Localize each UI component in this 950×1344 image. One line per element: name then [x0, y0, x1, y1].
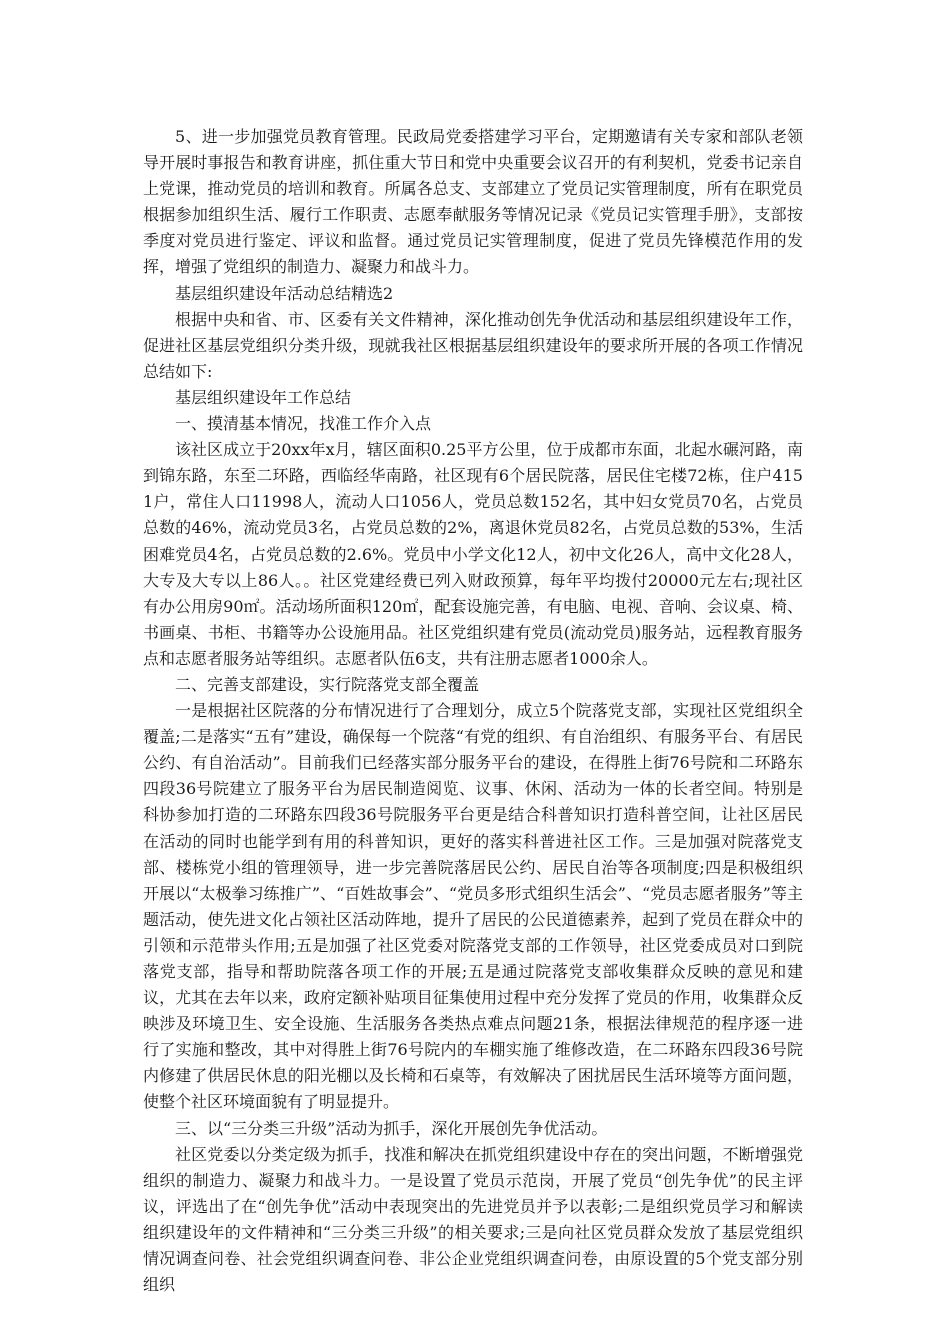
paragraph-item-5: 5、进一步加强党员教育管理。民政局党委搭建学习平台，定期邀请有关专家和部队老领导开展时事报告和教育讲座，抓住重大节日和党中央重要会议召开的有利契机，党委书记亲自上党课，推动党员的培训和教育。所属各总支、支部建立了党员记实管理制度，所有在职党员根据参加组织生活、履行工作职责、志愿奉献服务等情况记录《党员记实管理手册》，支部按季度对党员进行鉴定、评议和监督。通过党员记实管理制度，促进了党员先锋模范作用的发挥，增强了党组织的制造力、凝聚力和战斗力。	[143, 127, 803, 277]
paragraph-branch-building: 一是根据社区院落的分布情况进行了合理划分，成立5个院落党支部，实现社区党组织全覆盖;二是落实“五有”建设，确保每一个院落“有党的组织、有自治组织、有服务平台、有居民公约、有自治活动”。目前我们已经落实部分服务平台的建设，在得胜上街76号院和二环路东四段36号院建立了服务平台为居民制造阅览、议事、休闲、活动为一体的长者空间。特别是科协参加打造的二环路东四段36号院服务平台更是结合科普知识打造科普空间，让社区居民在活动的同时也能学到有用的科普知识，更好的落实科普进社区工作。三是加强对院落党支部、楼栋党小组的管理领导，进一步完善院落居民公约、居民自治等各项制度;四是积极组织开展以“太极拳习练推广”、“百姓故事会”、“党员多形式组织生活会”、“党员志愿者服务”等主题活动，使先进文化占领社区活动阵地，提升了居民的公民道德素养，起到了党员在群众中的引领和示范带头作用;五是加强了社区党委对院落党支部的工作领导，社区党委成员对口到院落党支部，指导和帮助院落各项工作的开展;五是通过院落党支部收集群众反映的意见和建议，尤其在去年以来，政府定额补贴项目征集使用过程中充分发挥了党员的作用，收集群众反映涉及环境卫生、安全设施、生活服务各类热点难点问题21条，根据法律规范的程序逐一进行了实施和整改，其中对得胜上街76号院内的车棚实施了维修改造，在二环路东四段36号院内修建了供居民休息的阳光棚以及长椅和石桌等，有效解决了困扰居民生活环境等方面问题，使整个社区环境面貌有了明显提升。	[143, 701, 803, 1112]
heading-part-1: 一、摸清基本情况，找准工作介入点	[175, 414, 432, 434]
summary-heading: 基层组织建设年工作总结	[175, 387, 352, 407]
document-page	[143, 124, 803, 1298]
section-title-2: 基层组织建设年活动总结精选2	[175, 283, 394, 303]
heading-part-2: 二、完善支部建设，实行院落党支部全覆盖	[175, 674, 480, 694]
paragraph-classification: 社区党委以分类定级为抓手，找准和解决在抓党组织建设中存在的突出问题，不断增强党组织的制造力、凝聚力和战斗力。一是设置了党员示范岗，开展了党员“创先争优”的民主评议，评选出了在“创先争优”活动中表现突出的先进党员并予以表彰;二是组织党员学习和解读组织建设年的文件精神和“三分类三升级”的相关要求;三是向社区党员群众发放了基层党组织情况调查问卷、社会党组织调查问卷、非公企业党组织调查问卷，由原设置的5个党支部分别组织	[143, 1144, 803, 1295]
heading-part-3: 三、以“三分类三升级”活动为抓手，深化开展创先争优活动。	[175, 1118, 608, 1138]
intro-paragraph: 根据中央和省、市、区委有关文件精神，深化推动创先争优活动和基层组织建设年工作，促进社区基层党组织分类升级，现就我社区根据基层组织建设年的要求所开展的各项工作情况总结如下:	[143, 309, 803, 381]
paragraph-basic-info: 该社区成立于20xx年x月，辖区面积0.25平方公里，位于成都市东面，北起水碾河路，南到锦东路，东至二环路，西临经华南路，社区现有6个居民院落，居民住宅楼72栋，住户4151户，常住人口11998人，流动人口1056人，党员总数152名，其中妇女党员70名，占党员总数的46%，流动党员3名，占党员总数的2%，离退休党员82名，占党员总数的53%，生活困难党员4名，占党员总数的2.6%。党员中小学文化12人，初中文化26人，高中文化28人，大专及大专以上86人。。社区党建经费已列入财政预算，每年平均拨付20000元左右;现社区有办公用房90㎡。活动场所面积120㎡，配套设施完善，有电脑、电视、音响、会议桌、椅、书画桌、书柜、书籍等办公设施用品。社区党组织建有党员(流动党员)服务站，远程教育服务点和志愿者服务站等组织。志愿者队伍6支，共有注册志愿者1000余人。	[143, 440, 803, 668]
